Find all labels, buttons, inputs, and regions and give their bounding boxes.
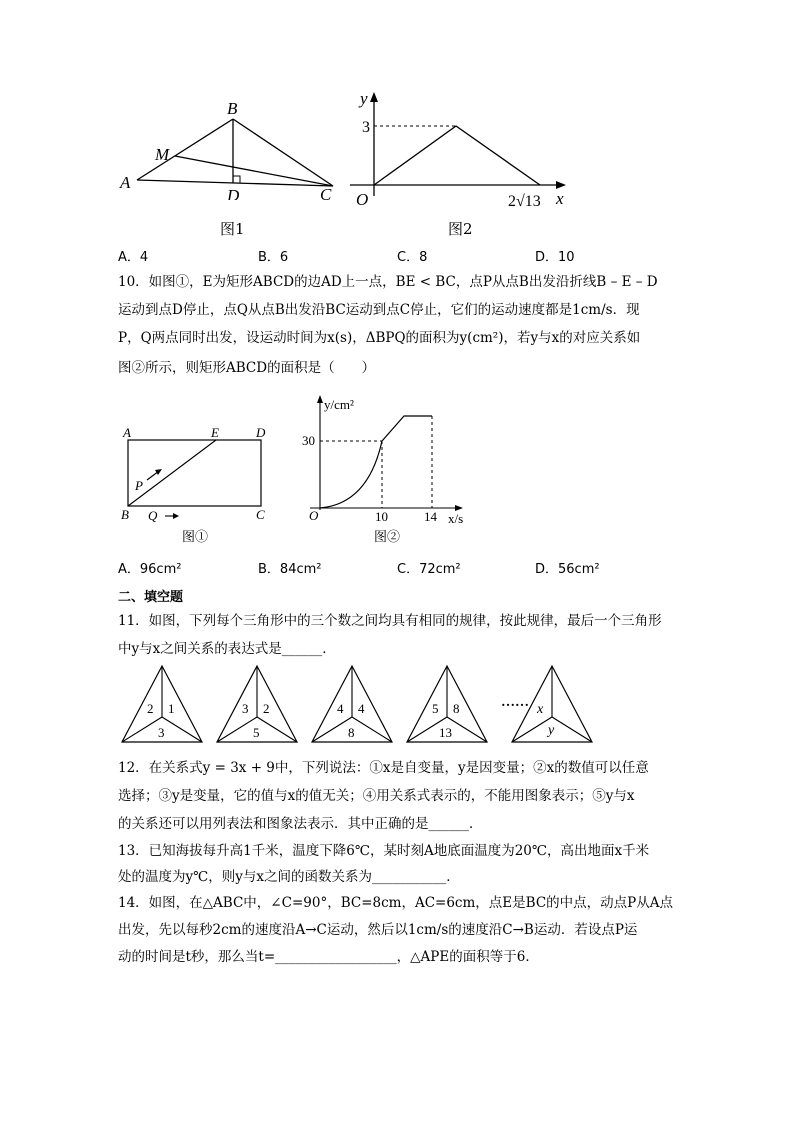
triangle-2 xyxy=(217,666,297,742)
q9-fig1-caption: 图1 xyxy=(220,220,245,238)
q12-line-2: 选择；③y是变量，它的值与x的值无关；④用关系式表示的，不能用图象表示；⑤y与x xyxy=(118,788,635,804)
segment-ab xyxy=(137,119,233,180)
q11-line-1: 11．如图，下列每个三角形中的三个数之间均具有相同的规律，按此规律，最后一个三角形 xyxy=(118,613,662,629)
q12-line-1: 12．在关系式y = 3x + 9中，下列说法：①x是自变量，y是因变量；②x的数值可以任意 xyxy=(118,760,649,776)
origin-label: O xyxy=(309,508,319,523)
rectangle-abcd xyxy=(128,440,261,506)
triangle-1-right: 1 xyxy=(168,701,175,716)
graph-line xyxy=(374,126,540,185)
triangle-1-bottom: 3 xyxy=(158,725,165,740)
q14-line-2: 出发，先以每秒2cm的速度沿A→C运动，然后以1cm/s的速度沿C→B运动．若设点P运 xyxy=(118,922,638,938)
triangle-3 xyxy=(312,666,392,742)
q9-option-d: D．10 xyxy=(535,250,575,265)
q10-option-c: C．72cm² xyxy=(397,562,461,577)
label-a: A xyxy=(120,173,131,192)
triangle-2-left: 3 xyxy=(242,701,249,716)
q11-triangles xyxy=(118,662,678,746)
label-m: M xyxy=(155,145,170,164)
origin-label: O xyxy=(356,190,369,209)
q9-option-a: A．4 xyxy=(118,250,149,265)
x-tick-label: 2√13 xyxy=(508,193,541,210)
triangle-2-right: 2 xyxy=(263,701,270,716)
q14-line-3: 动的时间是t秒，那么当t=__________________，△APE的面积等于6． xyxy=(118,949,539,965)
q12-line-3: 的关系还可以用列表法和图象法表示．其中正确的是______． xyxy=(118,816,483,832)
q9-figure-2 xyxy=(340,88,580,213)
graph-curve xyxy=(320,416,432,508)
q10-fig2-caption: 图② xyxy=(374,530,401,545)
label-c: C xyxy=(256,507,265,522)
label-b: B xyxy=(121,507,129,522)
q9-option-b: B．6 xyxy=(258,250,289,265)
triangle-1-left: 2 xyxy=(147,701,154,716)
y-axis-arrow xyxy=(370,92,378,102)
q10-line-4: 图②所示，则矩形ABCD的面积是（ ） xyxy=(118,360,376,376)
label-d: D xyxy=(256,425,266,440)
triangle-5-left: x xyxy=(537,702,544,717)
label-b: B xyxy=(227,100,238,118)
triangle-3-right: 4 xyxy=(358,701,365,716)
section-title: 二、填空题 xyxy=(118,590,184,605)
q-arrowhead xyxy=(173,513,179,519)
triangle-2-bottom: 5 xyxy=(253,725,260,740)
triangle-3-bottom: 8 xyxy=(348,725,355,740)
x-axis-label: x/s xyxy=(448,511,464,526)
right-angle-mark xyxy=(233,176,240,183)
q9-figure-1 xyxy=(115,100,345,200)
segment-be xyxy=(128,440,216,506)
triangle-4-right: 8 xyxy=(453,701,460,716)
q14-line-1: 14．如图，在△ABC中，∠C=90°，BC=8cm，AC=6cm，点E是BC的中点，动点P从A点 xyxy=(118,895,673,911)
q10-figure-2 xyxy=(298,392,478,527)
y-tick-label: 30 xyxy=(302,433,315,448)
y-tick-label: 3 xyxy=(362,119,370,136)
label-p: P xyxy=(135,478,143,493)
triangle-3-left: 4 xyxy=(337,701,344,716)
triangle-4-bottom: 13 xyxy=(439,725,452,740)
triangle-5-bottom: y xyxy=(548,723,555,738)
x-tick-label-14: 14 xyxy=(424,509,437,524)
triangle-4-left: 5 xyxy=(432,701,439,716)
x-axis-arrow xyxy=(556,181,566,189)
q10-option-d: D．56cm² xyxy=(535,562,600,577)
q13-line-2: 处的温度为y℃，则y与x之间的函数关系为___________． xyxy=(118,869,460,885)
q10-option-b: B．84cm² xyxy=(258,562,322,577)
y-axis-label: y/cm² xyxy=(324,397,354,412)
q10-line-2: 运动到点D停止，点Q从点B出发沿BC运动到点C停止，它们的运动速度都是1cm/s．现 xyxy=(118,302,640,318)
q10-line-3: P，Q两点同时出发，设运动时间为x(s)，ΔBPQ的面积为y(cm²)，若y与x的对应关系如 xyxy=(118,330,641,346)
motion-arrowhead xyxy=(155,469,162,475)
q9-fig2-caption: 图2 xyxy=(448,220,473,238)
label-e: E xyxy=(211,425,219,440)
label-d: D xyxy=(227,186,240,200)
q11-line-2: 中y与x之间关系的表达式是______． xyxy=(118,641,336,657)
continuation-dots: …… xyxy=(501,695,529,710)
y-axis-arrow xyxy=(317,395,323,403)
q9-option-c: C．8 xyxy=(397,250,428,265)
triangle-1 xyxy=(122,666,202,742)
label-c: C xyxy=(320,185,332,200)
q13-line-1: 13．已知海拔每升高1千米，温度下降6℃，某时刻A地底面温度为20℃，高出地面x千米 xyxy=(118,843,650,859)
q10-option-a: A．96cm² xyxy=(118,562,182,577)
triangle-4 xyxy=(407,666,487,742)
y-axis-label: y xyxy=(360,89,368,108)
label-q: Q xyxy=(148,508,158,523)
q10-figure-1 xyxy=(115,424,275,524)
x-tick-label-10: 10 xyxy=(375,509,388,524)
label-a: A xyxy=(123,425,131,440)
q10-fig1-caption: 图① xyxy=(182,530,209,545)
x-axis-label: x xyxy=(556,189,564,208)
q10-line-1: 10．如图①，E为矩形ABCD的边AD上一点，BE < BC，点P从点B出发沿折线B – E – D xyxy=(118,274,658,290)
